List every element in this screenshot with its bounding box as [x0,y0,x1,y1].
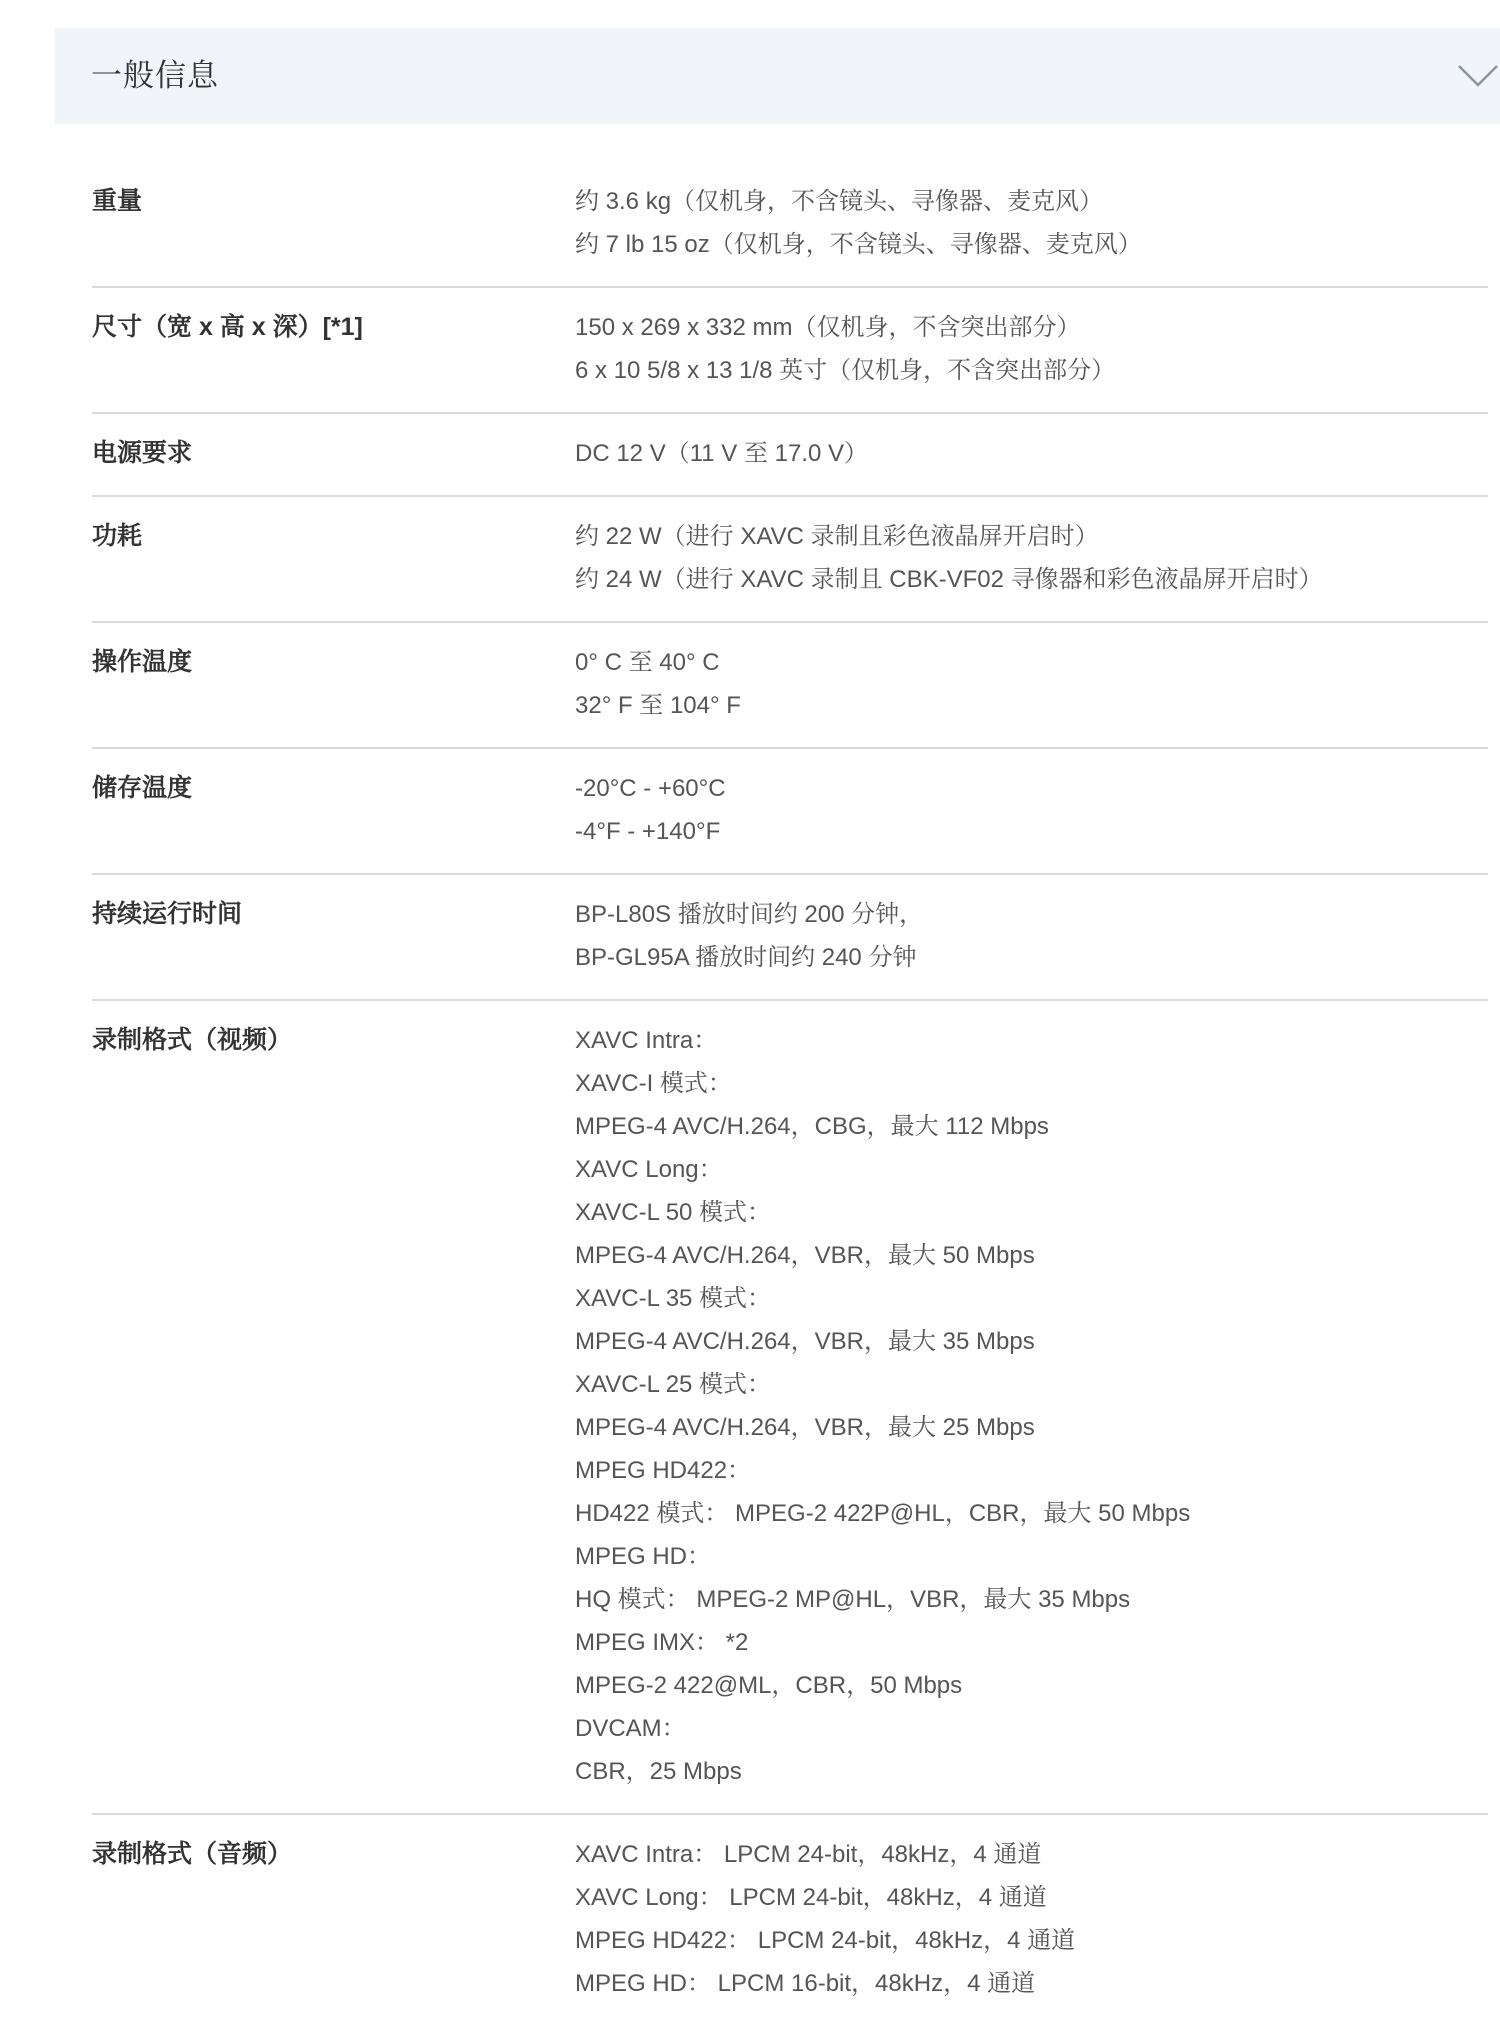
spec-label: 电源要求 [92,439,193,467]
chevron-down-icon[interactable] [1456,60,1500,90]
spec-label: 尺寸（宽 x 高 x 深）[*1] [92,313,363,341]
spec-row [92,875,1488,1001]
spec-values [575,515,1488,601]
spec-value-line: DC 12 V（11 V 至 17.0 V） [575,440,869,467]
spec-value-line: -20°C - +60°C [575,775,726,802]
spec-value-line: 约 24 W（进行 XAVC 录制且 CBK-VF02 寻像器和彩色液晶屏开启时） [575,566,1323,593]
spec-value-line: 32° F 至 104° F [575,692,741,719]
spec-row [92,1001,1488,1815]
spec-value-line: 0° C 至 40° C [575,649,720,676]
spec-value-line: XAVC Intra： LPCM 24-bit，48kHz，4 通道 [575,1841,1042,1868]
spec-value-line: XAVC Long： LPCM 24-bit，48kHz，4 通道 [575,1884,1047,1911]
spec-value-line: XAVC-L 50 模式： [575,1199,772,1226]
spec-value-line: BP-GL95A 播放时间约 240 分钟 [575,944,917,971]
spec-value-line: MPEG-4 AVC/H.264，VBR，最大 50 Mbps [575,1242,1035,1269]
spec-values [575,641,1488,727]
spec-value-line: 150 x 269 x 332 mm（仅机身，不含突出部分） [575,314,1081,341]
spec-value-line: XAVC-I 模式： [575,1070,732,1097]
section-title: 一般信息 [91,58,219,93]
spec-value-line: XAVC-L 35 模式： [575,1285,772,1312]
spec-row [92,623,1488,749]
spec-label: 重量 [92,187,143,215]
spec-value-line: MPEG-4 AVC/H.264，VBR，最大 25 Mbps [575,1414,1035,1441]
spec-value-line: XAVC-L 25 模式： [575,1371,772,1398]
spec-label: 录制格式（音频） [92,1840,293,1868]
spec-value-line: MPEG HD： [575,1543,712,1570]
spec-row [92,1815,1488,2025]
spec-value-line: 约 7 lb 15 oz（仅机身，不含镜头、寻像器、麦克风） [575,231,1142,258]
spec-values [575,1833,1488,2005]
spec-value-line: CBR，25 Mbps [575,1758,742,1785]
spec-value-line: MPEG HD： LPCM 16-bit，48kHz，4 通道 [575,1970,1036,1997]
spec-label: 操作温度 [92,648,193,676]
spec-label: 储存温度 [92,774,193,802]
spec-values [575,180,1488,266]
spec-value-line: MPEG HD422： LPCM 24-bit，48kHz，4 通道 [575,1927,1076,1954]
spec-value-line: 6 x 10 5/8 x 13 1/8 英寸（仅机身，不含突出部分） [575,357,1116,384]
spec-value-line: MPEG-4 AVC/H.264，VBR，最大 35 Mbps [575,1328,1035,1355]
spec-label: 录制格式（视频） [92,1026,293,1054]
spec-values [575,893,1488,979]
spec-value-line: MPEG IMX： *2 [575,1629,749,1656]
spec-row [92,288,1488,414]
spec-value-line: MPEG-4 AVC/H.264，CBG，最大 112 Mbps [575,1113,1049,1140]
spec-values [575,767,1488,853]
spec-label: 功耗 [92,522,143,550]
spec-value-line: 约 22 W（进行 XAVC 录制且彩色液晶屏开启时） [575,523,1099,550]
spec-value-line: MPEG HD422： [575,1457,752,1484]
spec-value-line: BP-L80S 播放时间约 200 分钟， [575,901,924,928]
spec-row [92,749,1488,875]
spec-value-line: MPEG-2 422@ML，CBR，50 Mbps [575,1672,963,1699]
spec-value-line: 约 3.6 kg（仅机身，不含镜头、寻像器、麦克风） [575,188,1104,215]
spec-value-line: XAVC Intra： [575,1027,718,1054]
spec-row [92,162,1488,288]
spec-value-line: -4°F - +140°F [575,818,721,845]
spec-row [92,497,1488,623]
general-info-accordion-header[interactable] [55,28,1500,124]
spec-label: 持续运行时间 [92,900,243,928]
spec-values [575,306,1488,392]
spec-value-line: HQ 模式： MPEG-2 MP@HL，VBR，最大 35 Mbps [575,1586,1131,1613]
spec-row [92,414,1488,497]
spec-values [575,432,1488,475]
spec-value-line: DVCAM： [575,1715,686,1742]
spec-table [92,162,1488,2025]
spec-value-line: HD422 模式： MPEG-2 422P@HL，CBR，最大 50 Mbps [575,1500,1191,1527]
spec-value-line: XAVC Long： [575,1156,723,1183]
spec-values [575,1019,1488,1793]
